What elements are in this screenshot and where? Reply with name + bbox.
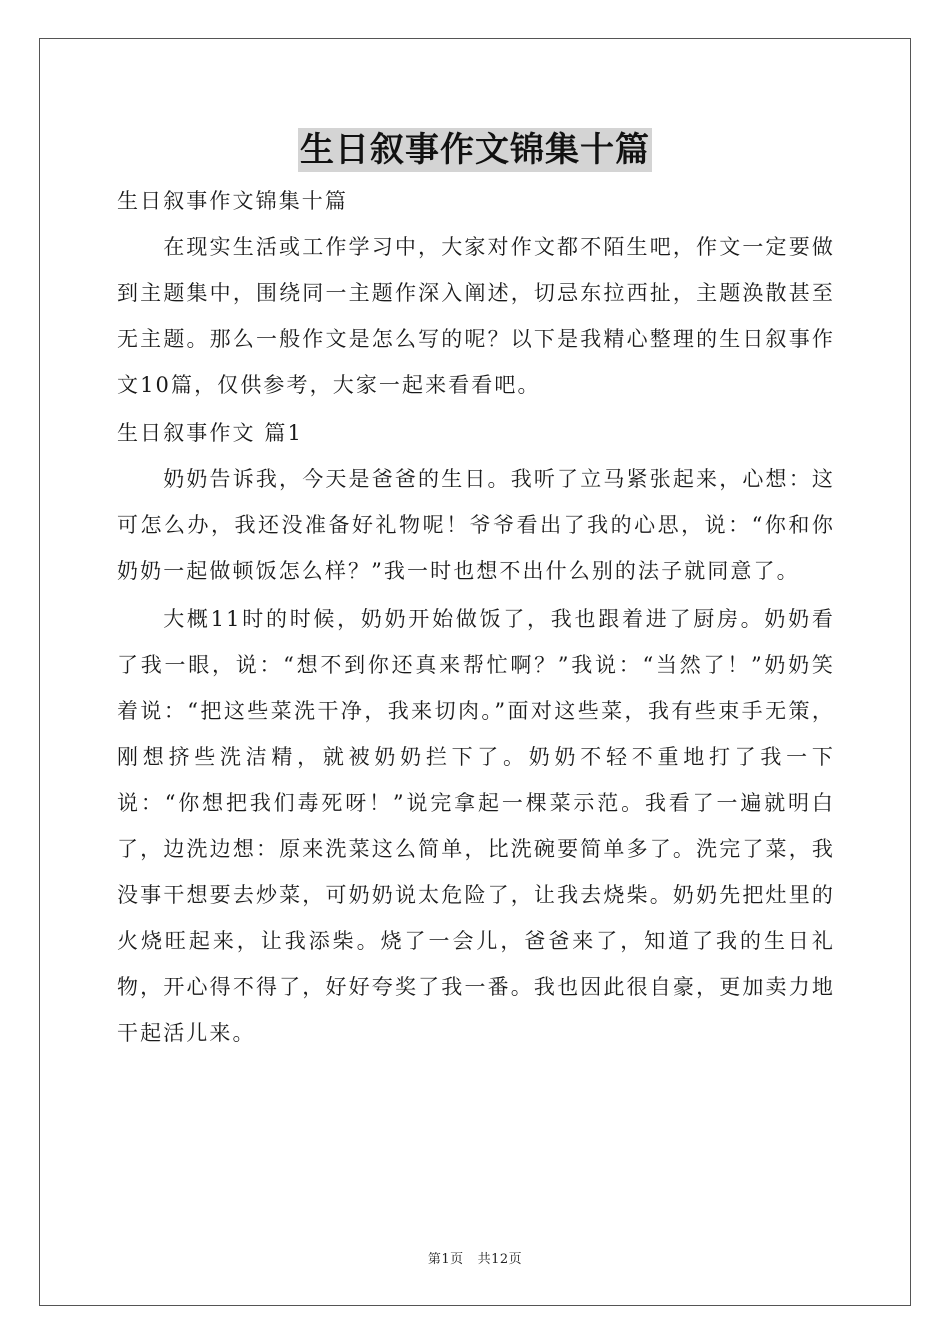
- body-paragraph-1: 奶奶告诉我，今天是爸爸的生日。我听了立马紧张起来，心想：这可怎么办，我还没准备好礼物呢！爷爷看出了我的心思，说：“你和你奶奶一起做顿饭怎么样？”我一时也想不出什么别的法子就同意了。: [117, 467, 835, 583]
- document-body: [117, 178, 835, 1058]
- page-footer: [0, 1248, 950, 1267]
- section-heading: 生日叙事作文 篇1: [117, 421, 303, 445]
- page-number: 第1页: [427, 1252, 464, 1267]
- total-pages: 共12页: [477, 1252, 523, 1267]
- body-paragraph-2: 大概11时的时候，奶奶开始做饭了，我也跟着进了厨房。奶奶看了我一眼，说：“想不到你还真来帮忙啊？”我说：“当然了！”奶奶笑着说：“把这些菜洗干净，我来切肉。”面对这些菜，我有些束手无策，刚想挤些洗洁精，就被奶奶拦下了。奶奶不轻不重地打了我一下说：“你想把我们毒死呀！”说完拿起一棵菜示范。我看了一遍就明白了，边洗边想：原来洗菜这么简单，比洗碗要简单多了。洗完了菜，我没事干想要去炒菜，可奶奶说太危险了，让我去烧柴。奶奶先把灶里的火烧旺起来，让我添柴。烧了一会儿，爸爸来了，知道了我的生日礼物，开心得不得了，好好夸奖了我一番。我也因此很自豪，更加卖力地干起活儿来。: [117, 607, 835, 1045]
- subtitle: 生日叙事作文锦集十篇: [117, 189, 348, 213]
- title-container: [0, 128, 950, 172]
- intro-paragraph: 在现实生活或工作学习中，大家对作文都不陌生吧，作文一定要做到主题集中，围绕同一主题作深入阐述，切忌东拉西扯，主题涣散甚至无主题。那么一般作文是怎么写的呢？以下是我精心整理的生日叙事作文10篇，仅供参考，大家一起来看看吧。: [117, 235, 835, 397]
- document-title: 生日叙事作文锦集十篇: [300, 130, 650, 170]
